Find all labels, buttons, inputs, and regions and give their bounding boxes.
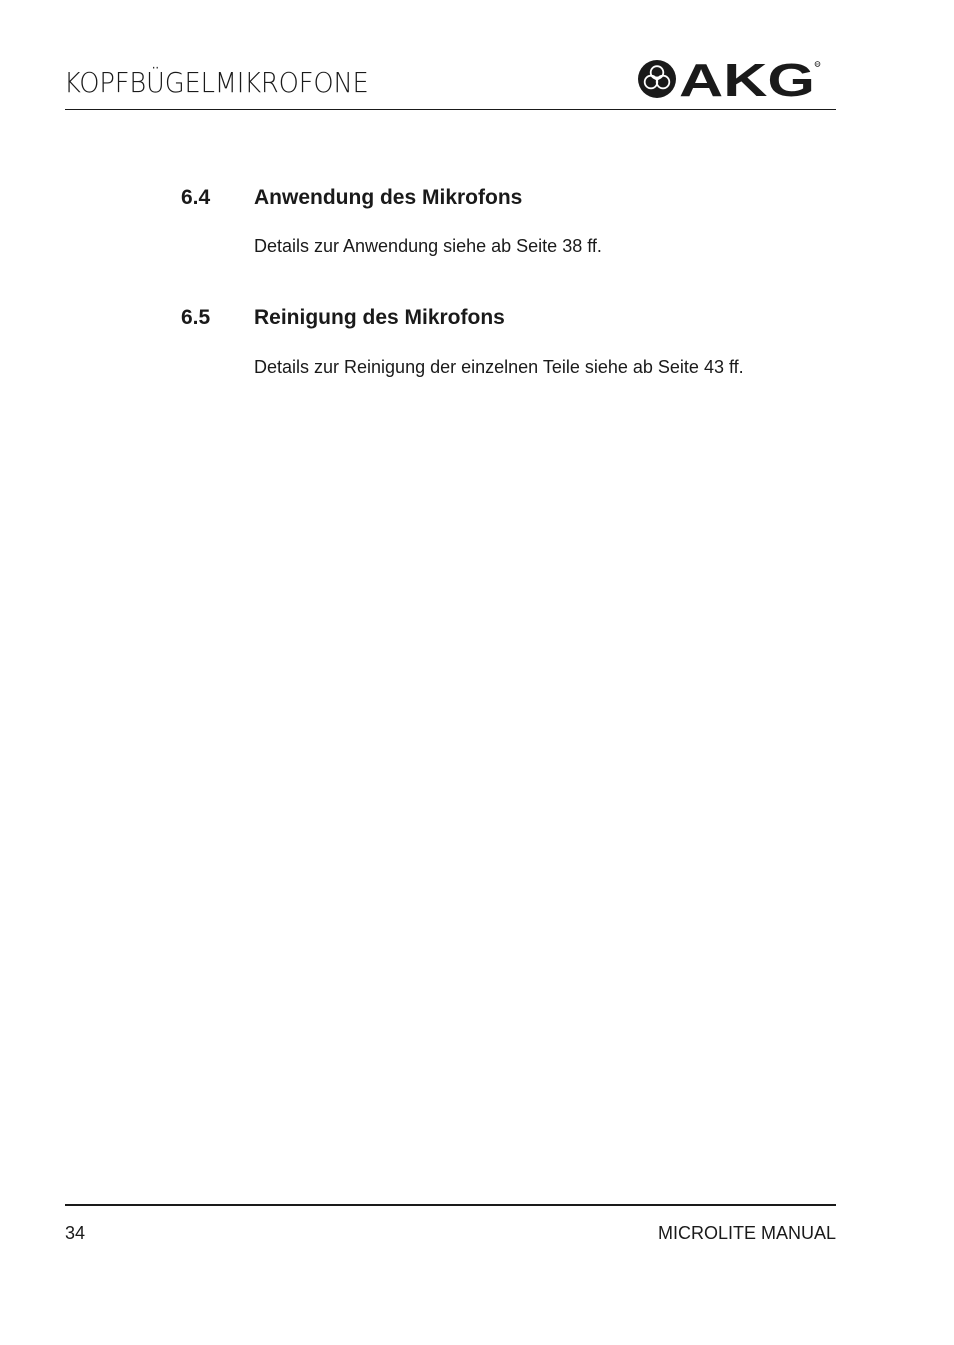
manual-name: MICROLITE MANUAL xyxy=(657,1223,836,1243)
section-number: 6.5 xyxy=(181,306,211,329)
page-number: 34 xyxy=(65,1223,86,1243)
akg-logo xyxy=(637,58,821,102)
svg-text:R: R xyxy=(816,62,819,67)
header-divider xyxy=(65,109,836,110)
section-body-text: Details zur Anwendung siehe ab Seite 38 ff. xyxy=(254,236,602,256)
section-heading: Anwendung des Mikrofons xyxy=(254,186,523,209)
logo-wordmark: AKG xyxy=(679,58,815,102)
footer-divider xyxy=(65,1204,836,1206)
section-number: 6.4 xyxy=(181,186,211,209)
section-body-text: Details zur Reinigung der einzelnen Teile siehe ab Seite 43 ff. xyxy=(254,357,744,377)
akg-flower-logo-icon xyxy=(638,60,676,98)
section-heading: Reinigung des Mikrofons xyxy=(254,306,505,329)
header-title: KOPFBÜGELMIKROFONE xyxy=(64,66,369,99)
